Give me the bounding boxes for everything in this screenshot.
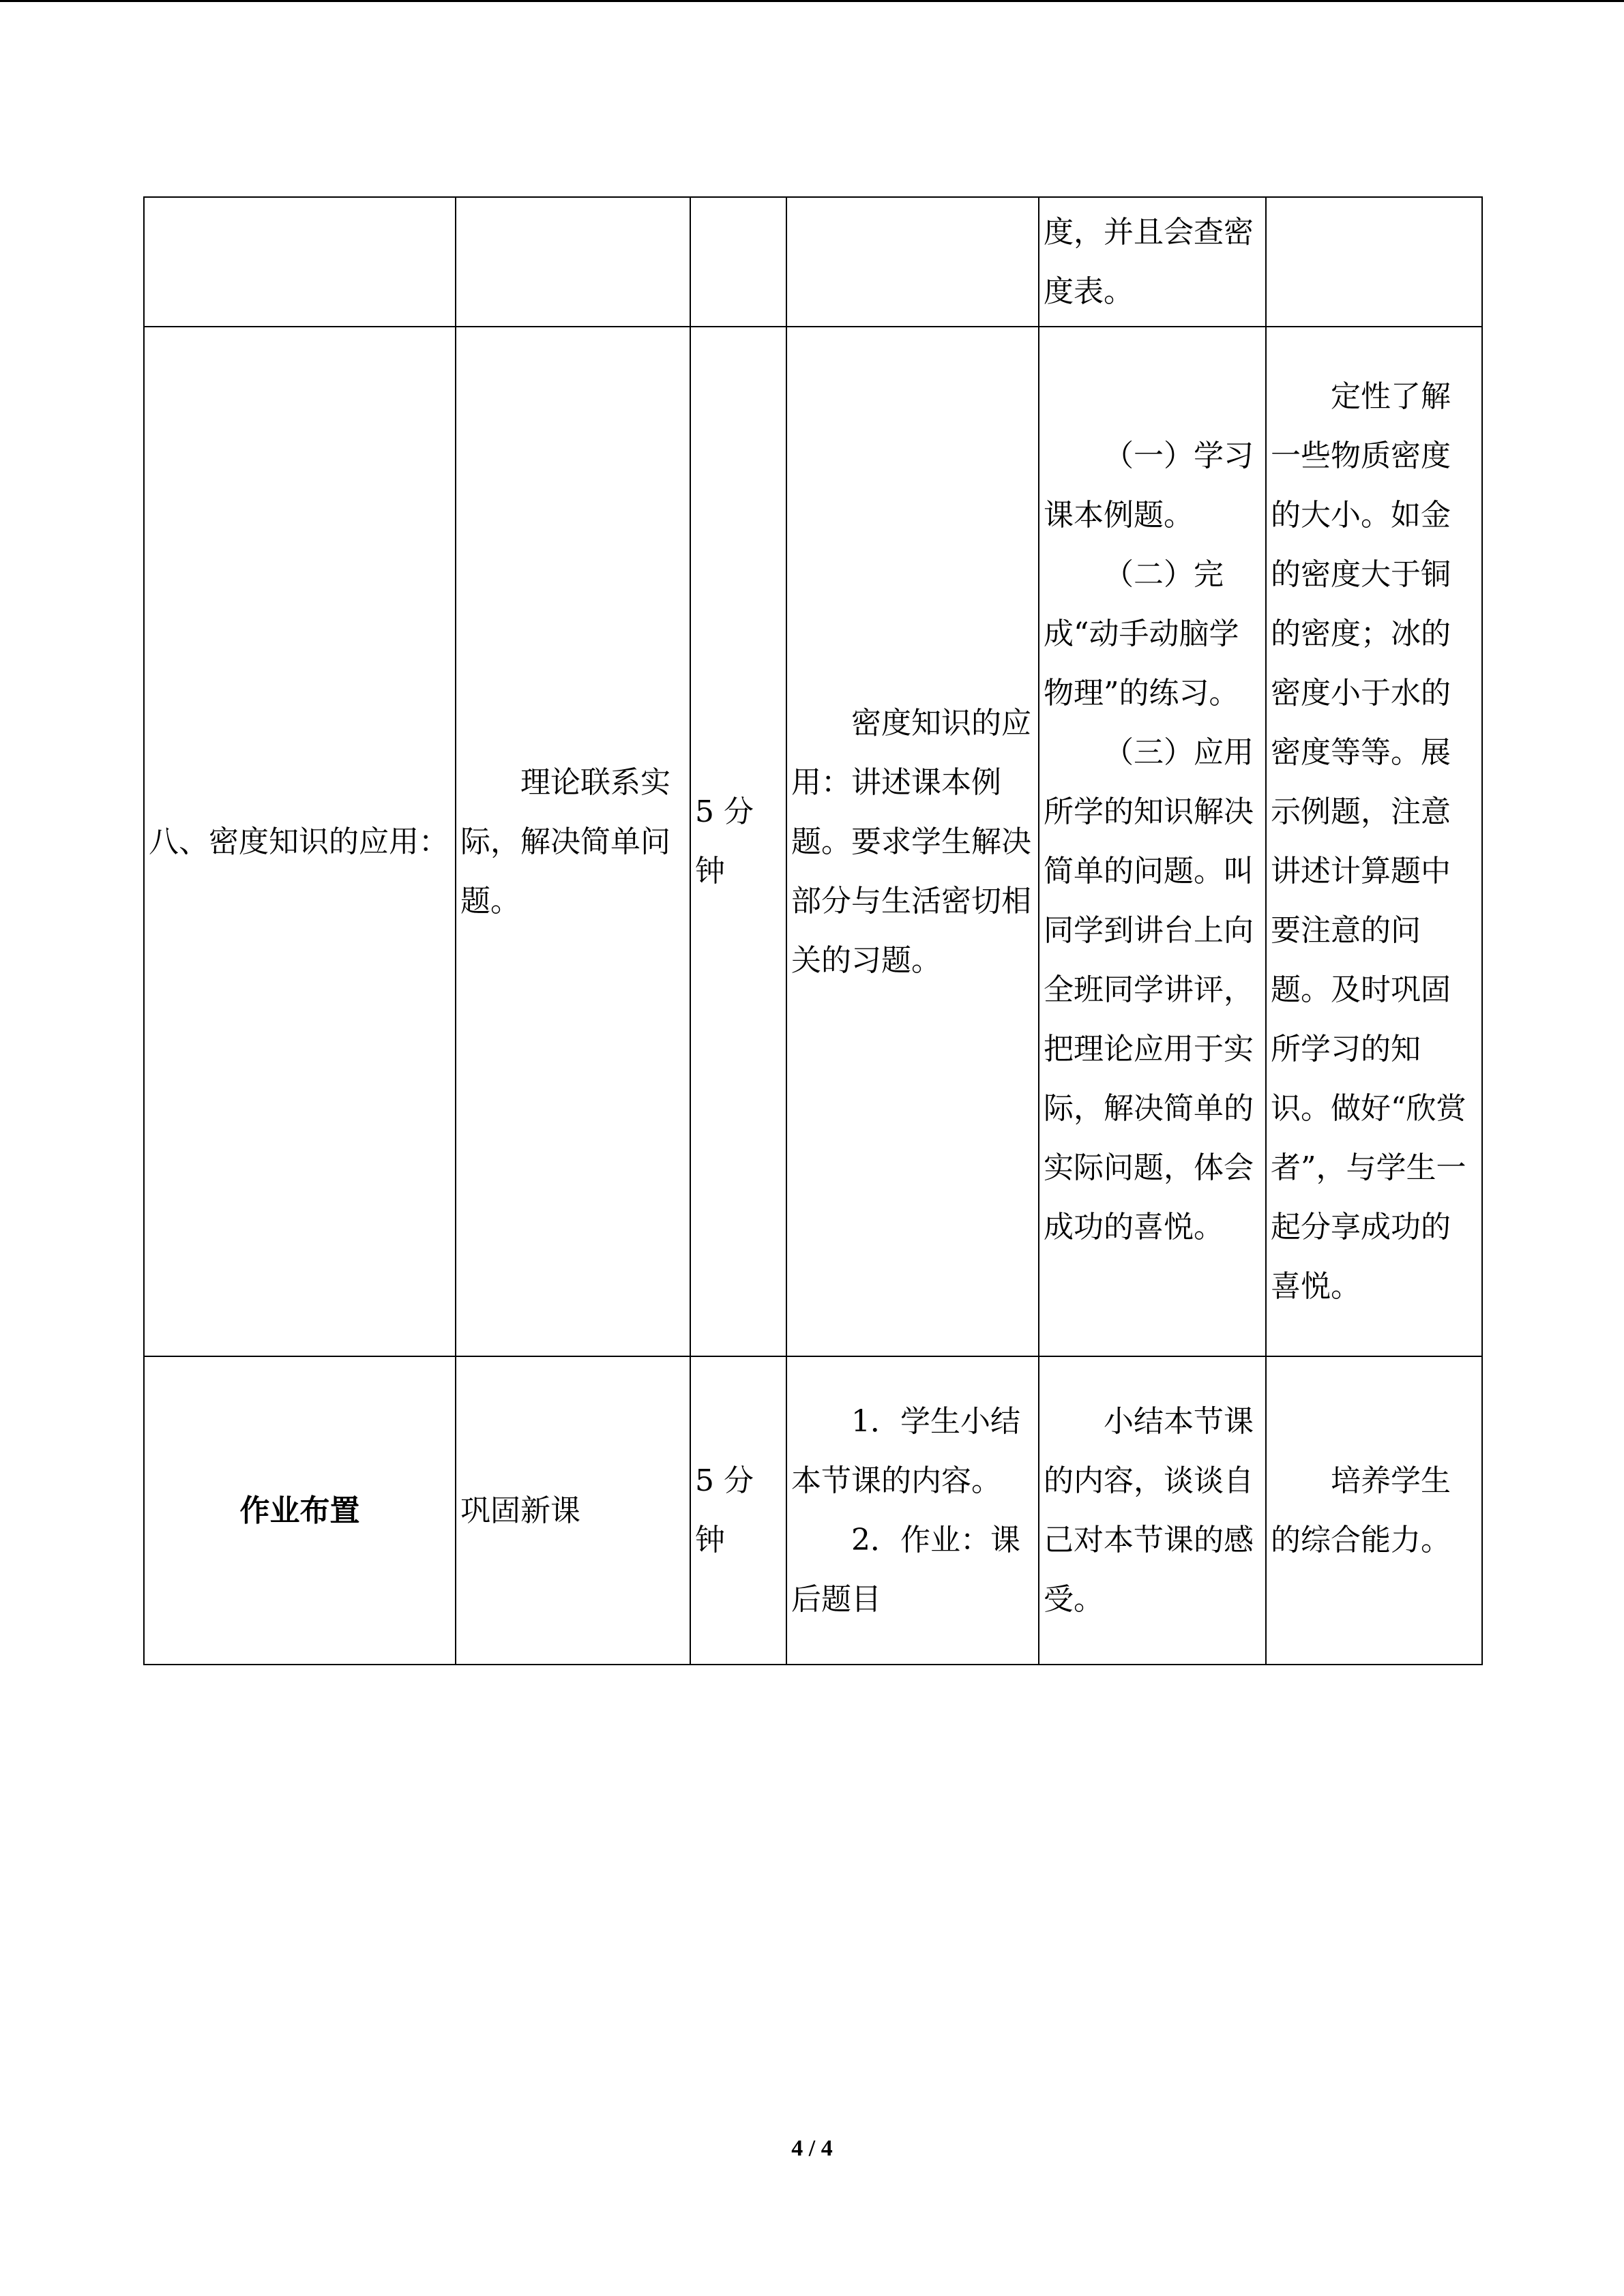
student-paragraph: （二）完成“动手动脑学物理”的练习。 <box>1044 557 1239 711</box>
student-paragraph: 度，并且会查密度表。 <box>1044 215 1254 309</box>
cell-stage: 作业布置 <box>144 1356 456 1665</box>
cell-time <box>690 197 786 327</box>
cell-time: 5 分钟 <box>690 1356 786 1665</box>
student-paragraph: （三）应用所学的知识解决简单的问题。叫同学到讲台上向全班同学讲评，把理论应用于实际，解决简单的实际问题，体会成功的喜悦。 <box>1044 735 1254 1244</box>
cell-teacher <box>786 197 1039 327</box>
cell-time: 5 分钟 <box>690 327 786 1356</box>
table-row <box>144 1356 1482 1665</box>
teacher-paragraph: 2．作业：课后题目 <box>791 1523 1020 1617</box>
cell-goal: 巩固新课 <box>456 1356 690 1665</box>
cell-teacher: 密度知识的应用：讲述课本例题。要求学生解决部分与生活密切相关的习题。 <box>786 327 1039 1356</box>
cell-student <box>1039 197 1266 327</box>
teacher-paragraph: 1．学生小结本节课的内容。 <box>791 1404 1020 1498</box>
top-border-line <box>0 0 1624 2</box>
cell-intent: 定性了解一些物质密度的大小。如金的密度大于铜的密度；冰的密度小于水的密度等等。展示例题，注意讲述计算题中要注意的问题。及时巩固所学习的知识。做好“欣赏者”，与学生一起分享成功的喜悦。 <box>1266 327 1482 1356</box>
table-row <box>144 327 1482 1356</box>
cell-student <box>1039 327 1266 1356</box>
cell-stage: 八、密度知识的应用： <box>144 327 456 1356</box>
cell-intent: 培养学生的综合能力。 <box>1266 1356 1482 1665</box>
lesson-plan-table <box>143 196 1483 1665</box>
cell-teacher <box>786 1356 1039 1665</box>
cell-goal <box>456 197 690 327</box>
cell-intent <box>1266 197 1482 327</box>
student-paragraph: （一）学习课本例题。 <box>1044 438 1254 533</box>
cell-stage <box>144 197 456 327</box>
page-number: 4 / 4 <box>791 2136 833 2161</box>
cell-student: 小结本节课的内容，谈谈自己对本节课的感受。 <box>1039 1356 1266 1665</box>
table-row <box>144 197 1482 327</box>
cell-goal: 理论联系实际，解决简单问题。 <box>456 327 690 1356</box>
